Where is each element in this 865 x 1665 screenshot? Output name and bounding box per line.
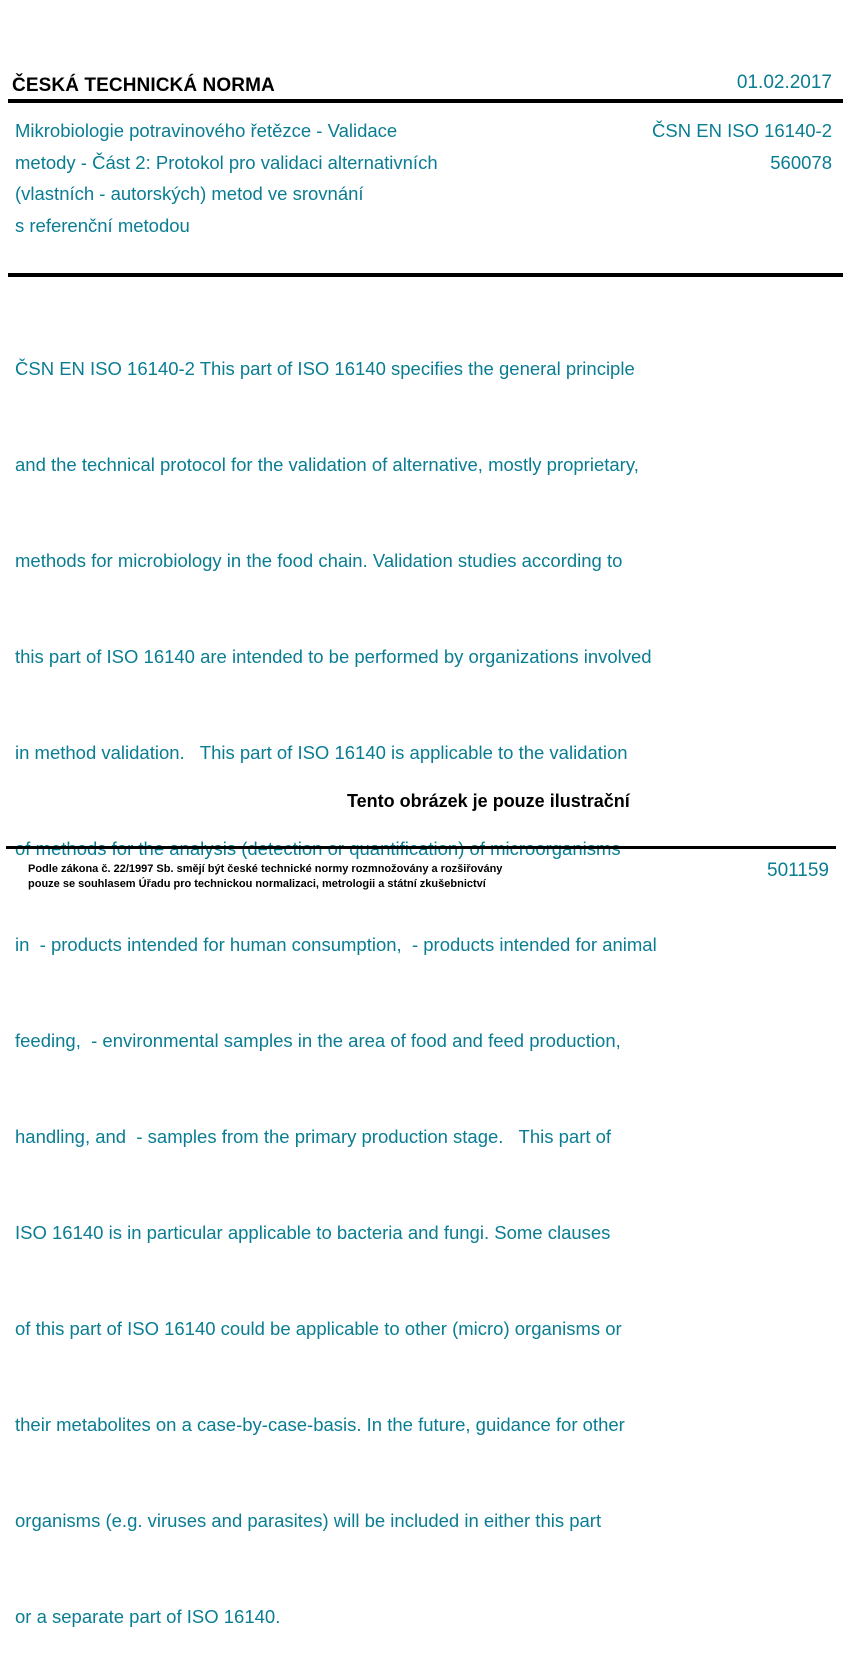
standard-header-title: ČESKÁ TECHNICKÁ NORMA [12, 75, 275, 96]
title-line: s referenční metodou [15, 214, 190, 236]
abstract-line: ISO 16140 is in particular applicable to bacteria and fungi. Some clauses [15, 1222, 611, 1243]
catalog-number: 501159 [767, 860, 829, 881]
abstract-line [15, 833, 775, 865]
abstract-line: organisms (e.g. viruses and parasites) will be included in either this part [15, 1510, 602, 1531]
footer-divider [6, 846, 836, 849]
abstract-text [15, 289, 775, 1665]
abstract-line: of this part of ISO 16140 could be applicable to other (micro) organisms or [15, 1318, 622, 1339]
title-line: metody - Část 2: Protokol pro validaci alternativních [15, 151, 438, 173]
abstract-line: in - products intended for human consumption, - products intended for animal [15, 934, 657, 955]
abstract-line: or a separate part of ISO 16140. [15, 1606, 281, 1627]
abstract-line: handling, and - samples from the primary production stage. This part of [15, 1126, 612, 1147]
title-line: Mikrobiologie potravinového řetězce - Validace [15, 120, 398, 141]
document-title [15, 115, 535, 241]
header-divider [8, 99, 843, 103]
standard-identifier-block [652, 115, 832, 178]
legal-line: Podle zákona č. 22/1997 Sb. smějí být české technické normy rozmnožovány a rozšiřovány [28, 863, 503, 875]
abstract-line: and the technical protocol for the validation of alternative, mostly proprietary, [15, 454, 639, 475]
abstract-line: methods for microbiology in the food chain. Validation studies according to [15, 550, 623, 571]
abstract-line: feeding, - environmental samples in the area of food and feed production, [15, 1030, 621, 1051]
abstract-line: in method validation. This part of ISO 16140 is applicable to the validation [15, 742, 628, 763]
publication-date: 01.02.2017 [736, 72, 832, 93]
abstract-line: their metabolites on a case-by-case-basis. In the future, guidance for other [15, 1414, 625, 1435]
class-number: 560078 [770, 151, 832, 173]
title-line: (vlastních - autorských) metod ve srovnání [15, 183, 364, 204]
abstract-line: this part of ISO 16140 are intended to be performed by organizations involved [15, 646, 652, 667]
legal-line: pouze se souhlasem Úřadu pro technickou normalizaci, metrologii a státní zkušebnictví [28, 878, 486, 890]
title-divider [8, 273, 843, 277]
standard-id: ČSN EN ISO 16140-2 [652, 120, 832, 141]
illustration-note: Tento obrázek je pouze ilustrační [347, 791, 630, 811]
footer-legal-notice [28, 862, 502, 892]
abstract-line: ČSN EN ISO 16140-2 This part of ISO 16140 specifies the general principle [15, 358, 635, 379]
